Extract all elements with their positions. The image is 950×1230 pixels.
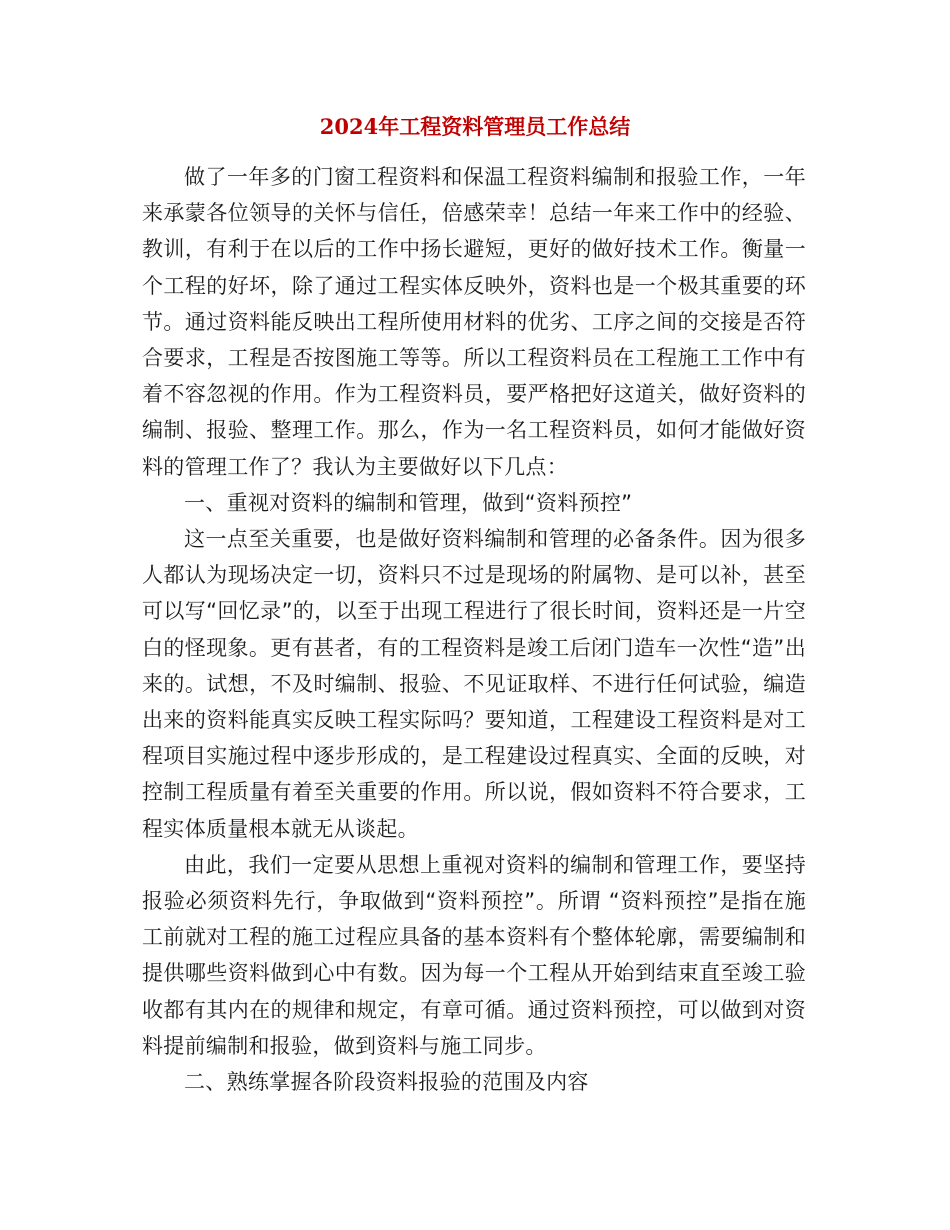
document-body bbox=[142, 159, 806, 1100]
paragraph-section-1-a: 这一点至关重要，也是做好资料编制和管理的必备条件。因为很多人都认为现场决定一切，资料只不过是现场的附属物、是可以补，甚至可以写“回忆录”的，以至于出现工程进行了很长时间，资料还是一片空白的怪现象。更有甚者，有的工程资料是竣工后闭门造车一次性“造”出来的。试想，不及时编制、报验、不见证取样、不进行任何试验，编造出来的资料能真实反映工程实际吗？要知道，工程建设工程资料是对工程项目实施过程中逐步形成的，是工程建设过程真实、全面的反映，对控制工程质量有着至关重要的作用。所以说，假如资料不符合要求，工程实体质量根本就无从谈起。 bbox=[142, 527, 806, 841]
paragraph-intro: 做了一年多的门窗工程资料和保温工程资料编制和报验工作，一年来承蒙各位领导的关怀与信任，倍感荣幸！总结一年来工作中的经验、教训，有利于在以后的工作中扬长避短，更好的做好技术工作。衡量一个工程的好坏，除了通过工程实体反映外，资料也是一个极其重要的环节。通过资料能反映出工程所使用材料的优劣、工序之间的交接是否符合要求，工程是否按图施工等等。所以工程资料员在工程施工工作中有着不容忽视的作用。作为工程资料员，要严格把好这道关，做好资料的编制、报验、整理工作。那么，作为一名工程资料员，如何才能做好资料的管理工作了？我认为主要做好以下几点： bbox=[142, 165, 806, 479]
paragraph-section-1-b: 由此，我们一定要从思想上重视对资料的编制和管理工作，要坚持报验必须资料先行，争取做到“资料预控”。所谓 “资料预控”是指在施工前就对工程的施工过程应具备的基本资料有个整体轮廓，需要编制和提供哪些资料做到心中有数。因为每一个工程从开始到结束直至竣工验收都有其内在的规律和规定，有章可循。通过资料预控，可以做到对资料提前编制和报验，做到资料与施工同步。 bbox=[142, 852, 806, 1058]
document-title: 2024年工程资料管理员工作总结 bbox=[319, 114, 631, 139]
section-heading-1: 一、重视对资料的编制和管理，做到“资料预控” bbox=[184, 490, 633, 515]
section-heading-2: 二、熟练掌握各阶段资料报验的范围及内容 bbox=[184, 1070, 589, 1095]
